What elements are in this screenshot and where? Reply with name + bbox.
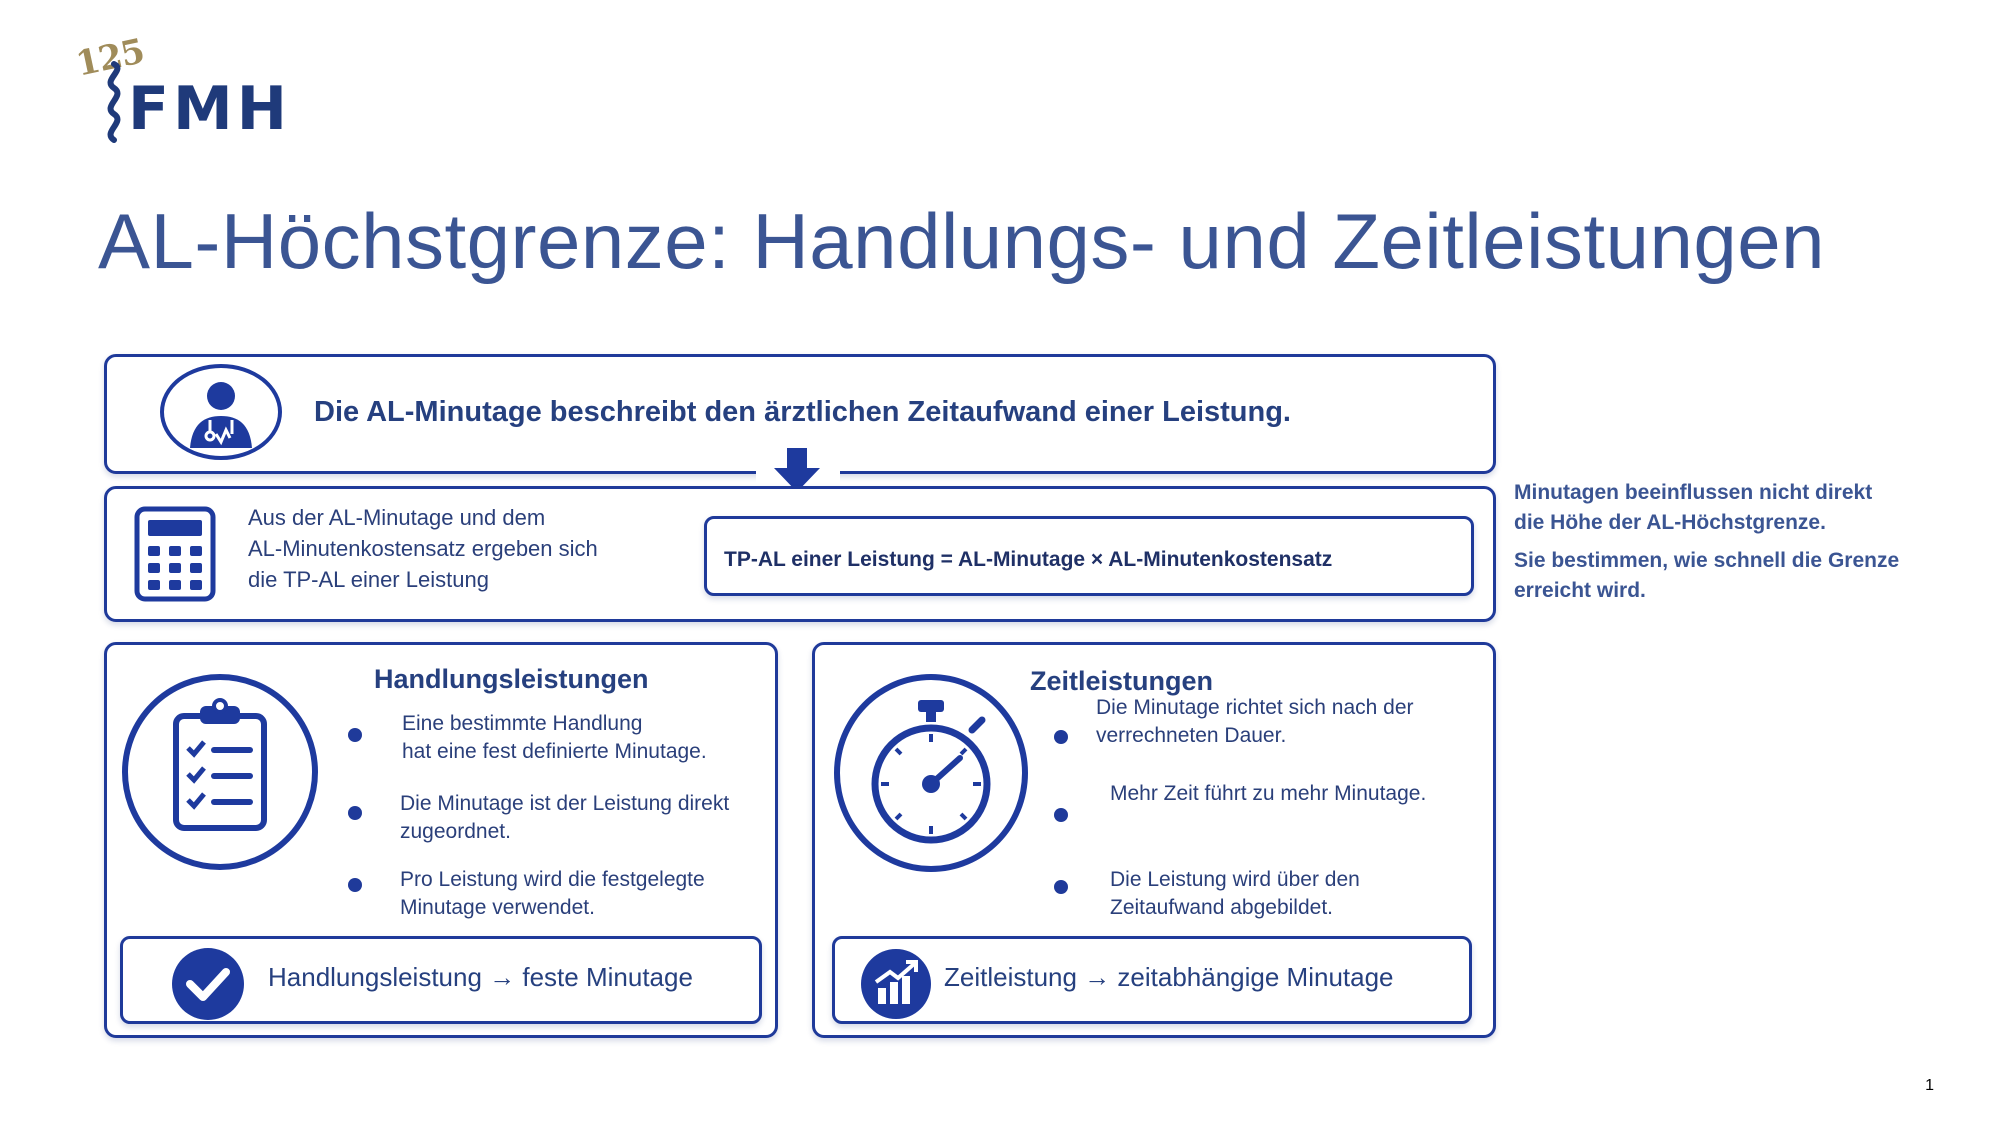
headline-text: Die AL-Minutage beschreibt den ärztlichen Zeitaufwand einer Leistung. xyxy=(314,396,1291,428)
handlungs-bullet-2 xyxy=(400,790,729,846)
clipboard-checklist-icon xyxy=(122,674,318,870)
calc-line-2: AL-Minutenkostensatz ergeben sich xyxy=(248,536,598,561)
bullet-line: zugeordnet. xyxy=(400,820,511,843)
calc-line-1: Aus der AL-Minutage und dem xyxy=(248,505,546,530)
calc-line-3: die TP-AL einer Leistung xyxy=(248,567,489,592)
growth-chart-icon xyxy=(860,948,932,1020)
check-circle-icon xyxy=(170,946,246,1022)
bullet-line: Die Minutage ist der Leistung direkt xyxy=(400,792,730,815)
page-number: 1 xyxy=(1925,1077,1934,1094)
zeit-bullet-1 xyxy=(1096,694,1414,750)
page-title: AL-Höchstgrenze: Handlungs- und Zeitleistungen xyxy=(98,197,1826,285)
zeit-bullet-2 xyxy=(1110,780,1426,808)
logo-fmh: FMH xyxy=(128,74,291,144)
bullet-line: Eine bestimmte Handlung xyxy=(402,712,643,735)
handlungs-summary: Handlungsleistung → feste Minutage xyxy=(268,962,693,992)
zeit-bullet-3 xyxy=(1110,866,1360,922)
bullet xyxy=(348,878,362,892)
side-note-line-4: erreicht wird. xyxy=(1514,579,1646,602)
bullet-line: hat eine fest definierte Minutage. xyxy=(402,740,707,763)
zeit-summary: Zeitleistung → zeitabhängige Minutage xyxy=(944,962,1394,992)
handlungs-bullet-1 xyxy=(402,710,707,766)
handlungs-title: Handlungsleistungen xyxy=(374,664,649,694)
bullet-line: Die Minutage richtet sich nach der xyxy=(1096,696,1414,719)
side-note-line-1: Minutagen beeinflussen nicht direkt xyxy=(1514,481,1873,504)
bullet xyxy=(348,806,362,820)
bullet-line: Zeitaufwand abgebildet. xyxy=(1110,896,1333,919)
handlungs-bullet-3 xyxy=(400,866,705,922)
aesculapius-staff-icon xyxy=(96,60,132,150)
bullet-line: Mehr Zeit führt zu mehr Minutage. xyxy=(1110,782,1427,805)
zeit-title: Zeitleistungen xyxy=(1030,666,1214,696)
side-note xyxy=(1514,478,1899,606)
bullet-line: Pro Leistung wird die festgelegte xyxy=(400,868,705,891)
side-note-line-3: Sie bestimmen, wie schnell die Grenze xyxy=(1514,549,1900,572)
bullet-line: Die Leistung wird über den xyxy=(1110,868,1360,891)
calc-explanation xyxy=(248,502,598,595)
stopwatch-icon xyxy=(834,674,1028,872)
logo-anniversary: 125 xyxy=(72,31,148,85)
bullet-line: Minutage verwendet. xyxy=(400,896,595,919)
bullet xyxy=(1054,730,1068,744)
bullet-line: verrechneten Dauer. xyxy=(1096,724,1287,747)
bullet xyxy=(348,728,362,742)
side-note-line-2: die Höhe der AL-Höchstgrenze. xyxy=(1514,511,1826,534)
formula-text: TP-AL einer Leistung = AL-Minutage × AL-Minutenkostensatz xyxy=(724,548,1333,571)
calculator-icon xyxy=(134,506,216,602)
bullet xyxy=(1054,880,1068,894)
doctor-icon xyxy=(160,364,282,460)
bullet xyxy=(1054,808,1068,822)
